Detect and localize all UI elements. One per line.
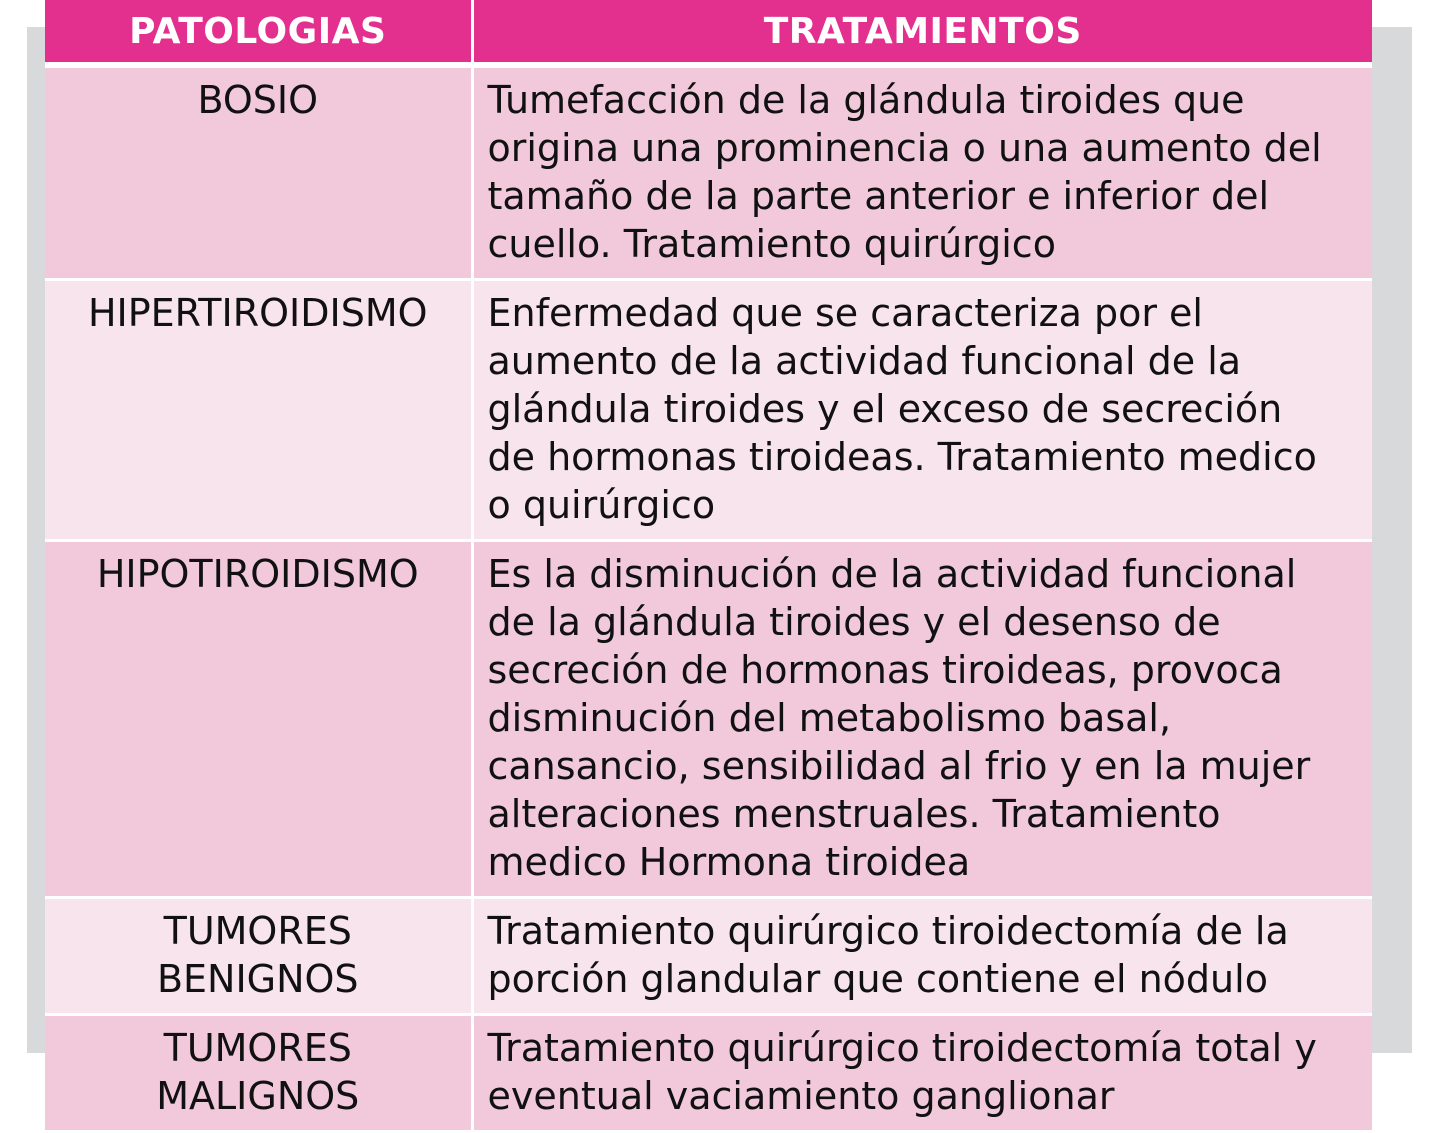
pathology-name-line: TUMORES [163, 909, 352, 953]
treatment-text-line: Tumefacción de la glándula tiroides que [487, 78, 1245, 122]
pathology-name-line: BENIGNOS [156, 957, 359, 1001]
treatment-text-line: de hormonas tiroideas. Tratamiento medico [487, 435, 1317, 479]
treatment-text-line: disminución del metabolismo basal, [487, 696, 1172, 740]
pathology-name-line: TUMORES [163, 1026, 352, 1070]
treatment-text-line: Enfermedad que se caracteriza por el [487, 291, 1203, 335]
treatment-text-line: de la glándula tiroides y el desenso de [487, 600, 1221, 644]
treatment-text-line: secreción de hormonas tiroideas, provoca [487, 648, 1283, 692]
table-row [45, 898, 1372, 1015]
pathology-cell [45, 898, 472, 1015]
table-header-row [45, 0, 1372, 65]
treatment-text-line: alteraciones menstruales. Tratamiento [487, 792, 1221, 836]
pathology-cell [45, 280, 472, 541]
pathology-name: HIPERTIROIDISMO [87, 291, 428, 335]
treatment-text-line: Tratamiento quirúrgico tiroidectomía de la [487, 909, 1289, 953]
treatment-text-line: cansancio, sensibilidad al frio y en la mujer [487, 744, 1311, 788]
treatment-cell [472, 541, 1372, 898]
treatment-cell [472, 1015, 1372, 1132]
table-container [45, 0, 1372, 1118]
treatment-cell [472, 280, 1372, 541]
table-row [45, 541, 1372, 898]
pathology-cell [45, 65, 472, 280]
treatment-text-line: glándula tiroides y el exceso de secreción [487, 387, 1283, 431]
table-row [45, 280, 1372, 541]
pathology-name: BOSIO [197, 78, 319, 122]
table-row [45, 65, 1372, 280]
treatment-text-line: tamaño de la parte anterior e inferior del [487, 174, 1270, 218]
treatment-text-line: medico Hormona tiroidea [487, 840, 971, 884]
treatment-text-line: porción glandular que contiene el nódulo [487, 957, 1268, 1001]
treatment-text-line: cuello. Tratamiento quirúrgico [487, 222, 1056, 266]
treatment-text-line: eventual vaciamiento ganglionar [487, 1074, 1115, 1118]
treatment-text-line: origina una prominencia o una aumento del [487, 126, 1322, 170]
treatment-text-line: aumento de la actividad funcional de la [487, 339, 1242, 383]
table-row [45, 1015, 1372, 1132]
header-treatments: TRATAMIENTOS [472, 0, 1372, 65]
treatment-text-line: Es la disminución de la actividad funcional [487, 552, 1297, 596]
treatment-cell [472, 65, 1372, 280]
pathology-treatment-table [45, 0, 1372, 1133]
treatment-text-line: o quirúrgico [487, 483, 716, 527]
treatment-text-line: Tratamiento quirúrgico tiroidectomía total y [487, 1026, 1317, 1070]
pathology-name-line: MALIGNOS [156, 1074, 360, 1118]
treatment-cell [472, 898, 1372, 1015]
pathology-name: HIPOTIROIDISMO [96, 552, 419, 596]
header-pathologies: PATOLOGIAS [45, 0, 472, 65]
pathology-cell [45, 541, 472, 898]
pathology-cell [45, 1015, 472, 1132]
